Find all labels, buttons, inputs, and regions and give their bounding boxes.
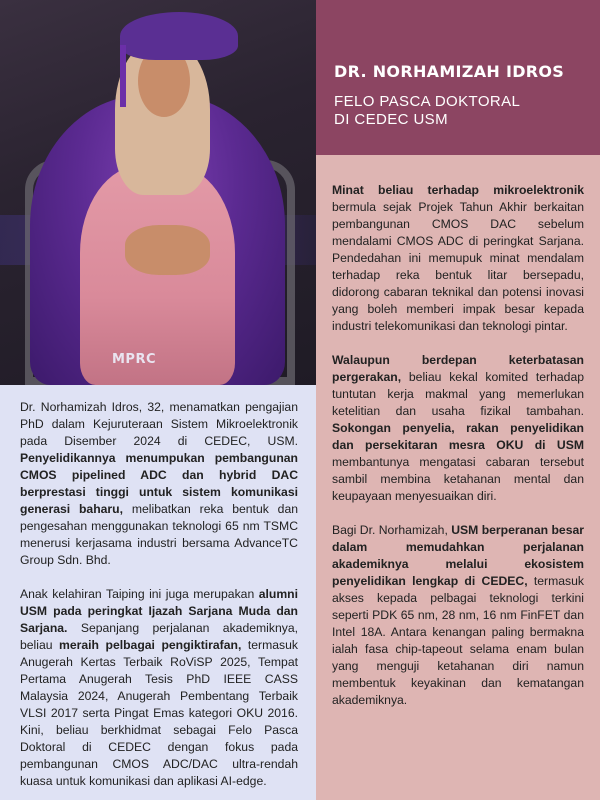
graduation-cap xyxy=(120,12,238,60)
text: Sepanjang perjalanan akademiknya, beliau xyxy=(20,621,298,652)
bold-text: Minat beliau terhadap mikroelektronik xyxy=(332,183,584,197)
bold-text: Walaupun berdepan keterbatasan pergerakan, xyxy=(332,353,584,384)
paragraph xyxy=(332,352,584,505)
bold-text: Sokongan penyelia, rakan penyelidikan dan persekitaran mesra OKU di USM xyxy=(332,421,584,452)
profile-header xyxy=(316,0,600,155)
text: Dr. Norhamizah Idros, 32, menamatkan pengajian PhD dalam Kejuruteraan Sistem Mikroelektronik pada Disember 2024 di CEDEC, USM. xyxy=(20,400,298,448)
paragraph xyxy=(20,586,298,790)
bold-text: Penyelidikannya menumpukan pembangunan CMOS pipelined ADC dan hybrid DAC berprestasi tinggi untuk sistem komunikasi generasi baharu, xyxy=(20,451,298,516)
text: termasuk akses kepada pelbagai teknologi terkini seperti PDK 65 nm, 28 nm, 16 nm FinFET dan Intel 18A. Antara kenangan paling bermakna ialah fasa chip-tapeout selama enam bulan yang menguji ketahanan diri namun membentuk keyakinan dan kematangan akademiknya. xyxy=(332,574,584,707)
paragraph xyxy=(332,522,584,709)
left-column xyxy=(0,385,316,800)
text: termasuk Anugerah Kertas Terbaik RoViSP 2025, Tempat Pertama Anugerah Tesis PhD IEEE CASS Malaysia 2024, Anugerah Pembentang Terbaik VLSI 2017 serta Pingat Emas kategori OKU 2016. Kini, beliau berkhidmat sebagai Felo Pasca Doktoral di CEDEC dengan fokus pada pembangunan CMOS ADC/DAC ultra-rendah kuasa untuk komunikasi dan aplikasi AI-edge. xyxy=(20,638,298,788)
text: bermula sejak Projek Tahun Akhir berkaitan pembangunan CMOS DAC sebelum mendalami CMOS ADC di peringkat Sarjana. Pendedahan ini memupuk minat mendalam terhadap reka bentuk litar bersepadu, didorong cabaran teknikal dan potensi inovasi yang boleh memberi impak besar kepada industri telekomunikasi dan teknologi pintar. xyxy=(332,200,584,333)
text: membantunya mengatasi cabaran tersebut sambil membina ketahanan mental dan keupayaan menyesuaikan diri. xyxy=(332,455,584,503)
bold-text: alumni USM pada peringkat Ijazah Sarjana Muda dan Sarjana. xyxy=(20,587,298,635)
text: Anak kelahiran Taiping ini juga merupakan xyxy=(20,587,259,601)
paragraph xyxy=(332,182,584,335)
text: melibatkan reka bentuk dan pengesahan menggunakan teknologi 65 nm TSMC menerusi kerjasama industri bersama AdvanceTC Group Sdn. Bhd. xyxy=(20,502,298,567)
hands xyxy=(125,225,210,275)
paragraph xyxy=(20,399,298,569)
role-line-1: FELO PASCA DOKTORAL xyxy=(334,93,521,110)
cap-tassel xyxy=(120,45,126,107)
text: beliau kekal komited terhadap tuntutan kerja makmal yang memerlukan ketelitian dan usaha fizikal tambahan. xyxy=(332,370,584,418)
academic-hood xyxy=(80,165,235,385)
profile-role xyxy=(334,93,580,129)
role-line-2: DI CEDEC USM xyxy=(334,111,448,128)
portrait-photo xyxy=(0,0,316,385)
bold-text: USM berperanan besar dalam memudahkan perjalanan akademiknya melalui ekosistem penyelidikan lengkap di CEDEC, xyxy=(332,523,584,588)
bold-text: meraih pelbagai pengiktirafan, xyxy=(59,638,242,652)
right-column xyxy=(316,155,600,800)
text: Bagi Dr. Norhamizah, xyxy=(332,523,452,537)
profile-name: DR. NORHAMIZAH IDROS xyxy=(334,62,565,81)
mprc-logo: MPRC xyxy=(112,352,157,367)
